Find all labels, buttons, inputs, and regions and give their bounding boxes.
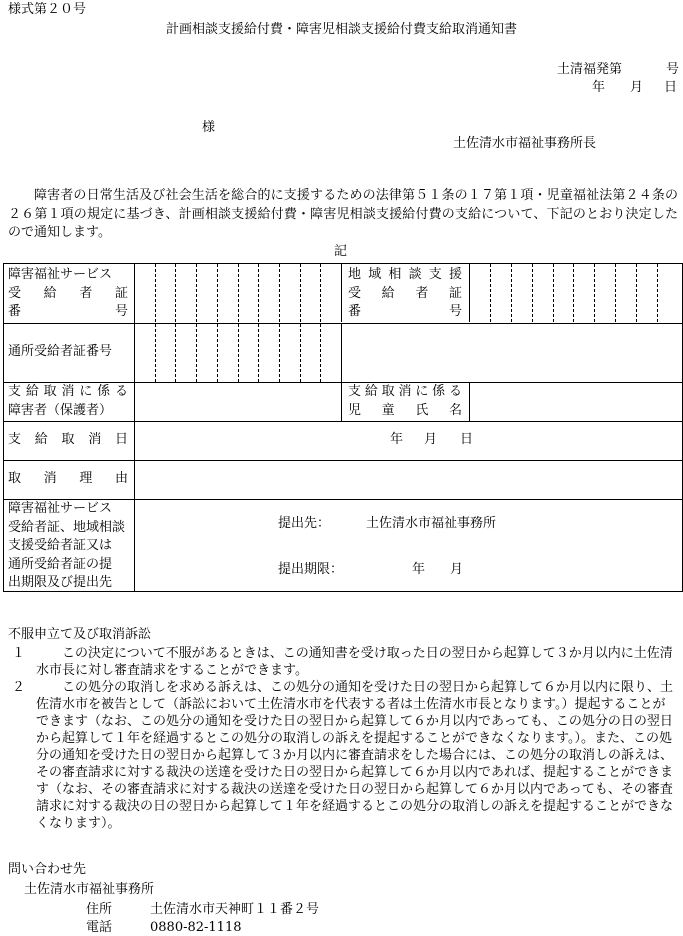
- appeal-heading: 不服申立て及び取消訴訟: [8, 627, 152, 642]
- issue-date-month: 月: [630, 80, 644, 95]
- deadline-month: 月: [450, 562, 464, 577]
- cancel-date-day: 日: [460, 432, 474, 447]
- commute-cert-number-label: 通所受給者証番号: [8, 344, 113, 359]
- recipient-suffix: 様: [202, 120, 216, 135]
- sender-name: 土佐清水市福祉事務所長: [453, 136, 597, 151]
- form-number: 様式第２０号: [8, 2, 87, 17]
- cancel-person-label: 支 給 取 消 に 係 る 障害者（保護者）: [8, 384, 128, 418]
- service-cert-number-label: 障害福祉サービス 受 給 者 証 番 号: [8, 267, 128, 319]
- cancel-date-year: 年: [390, 432, 404, 447]
- submit-to-label: 提出先：: [278, 516, 331, 531]
- regional-cert-number-label: 地 域 相 談 支 援 受 給 者 証 番 号: [348, 267, 462, 319]
- phone-value: 0880-82-1118: [150, 920, 242, 935]
- submit-to-value: 土佐清水市福祉事務所: [366, 516, 497, 531]
- phone-label: 電話: [86, 920, 113, 935]
- appeal-item: ２ この処分の取消しを求める訴えは、この処分の通知を受けた日の翌日から起算して６か月以内に限り、土佐清水市を被告として（訴訟において土佐清水市を代表する者は土佐清水市長となります。）提起することができます（なお、この処分の通知を受けた日の翌日から起算して６か月以内であっても、この処分の日の翌日から起算して１年を経過するとこの処分の取消しの訴えを提起することができなくなります。）。また、この処分の通知を受けた日の翌日から起算して３か月以内に審査請求をした場合には、この処分の取消しの訴えは、その審査請求に対する裁決の送達を受けた日の翌日から起算して６か月以内であれば、提起することができます（なお、その審査請求に対する裁決の送達を受けた日の翌日から起算して６か月以内であっても、その審査請求に対する裁決の日の翌日から起算して１年を経過するとこの処分の取消しの訴えを提起することができなくなります）。: [12, 680, 674, 831]
- appeal-item: １ この決定について不服があるときは、この通知書を受け取った日の翌日から起算して３か月以内に土佐清水市長に対し審査請求をすることができます。: [12, 646, 673, 678]
- appeal-list: [8, 645, 678, 832]
- cancel-date-label: 支 給 取 消 日: [8, 432, 128, 447]
- cancel-child-label: 支 給 取 消 に 係 る 児 童 氏 名: [348, 384, 462, 418]
- ki-label: 記: [334, 244, 348, 259]
- body-paragraph: 障害者の日常生活及び社会生活を総合的に支援するための法律第５１条の１７第１項・児童福祉法第２４条の２６第１項の規定に基づき、計画相談支援給付費・障害児相談支援給付費の支給について、下記のとおり決定したので通知します。: [8, 188, 678, 240]
- deadline-label: 提出期限：: [278, 562, 344, 577]
- address-label: 住所: [86, 902, 113, 917]
- cancel-date-month: 月: [424, 432, 438, 447]
- submission-label: 障害福祉サービス 受給者証、地域相談 支援受給者証又は 通所受給者証の提 出期限及び提出先: [8, 501, 126, 590]
- reason-label: 取 消 理 由: [8, 471, 128, 486]
- document-title: 計画相談支援給付費・障害児相談支援給付費支給取消通知書: [165, 22, 517, 37]
- issue-date-year: 年: [592, 80, 606, 95]
- issue-date-day: 日: [664, 80, 678, 95]
- contact-heading: 問い合わせ先: [8, 862, 87, 877]
- contact-office: 土佐清水市福祉事務所: [24, 882, 155, 897]
- deadline-year: 年: [412, 562, 426, 577]
- address-value: 土佐清水市天神町１１番２号: [150, 902, 320, 917]
- doc-number-suffix: 号: [666, 62, 680, 77]
- doc-number-prefix: 土清福発第: [557, 62, 623, 77]
